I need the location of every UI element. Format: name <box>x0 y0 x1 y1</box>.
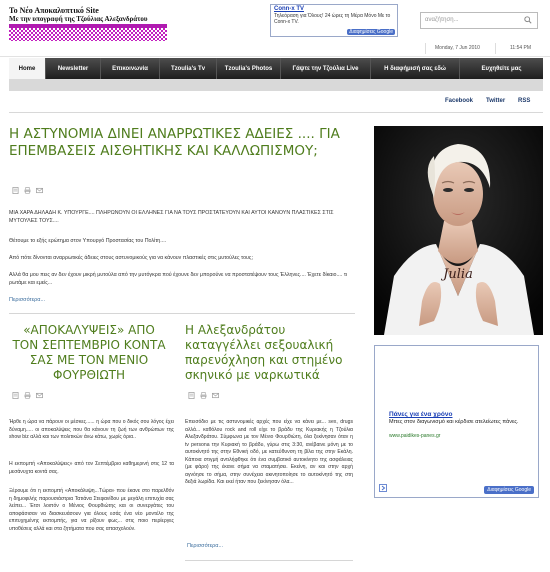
social-links <box>0 95 550 109</box>
date-bar <box>0 40 550 57</box>
left-article-paragraph: Ήρθε η ώρα να πάρουν οι μέσκες...... η ώρα που ο δικός σου λόγος έχει δύναμη..... οι αποκαλύψεις που θα κάνουν τη ζωή των ανθρώπων της show biz αλλά και των πολιτικών άνω κάτω, χωρίς όρια.. <box>9 419 174 440</box>
nav-item-wish-us[interactable]: Ευχηθείτε μας <box>481 65 522 72</box>
search-icon[interactable] <box>524 16 532 24</box>
facebook-link[interactable]: Facebook <box>445 98 474 104</box>
right-article-paragraph: Επεισόδιο με τις αστυνομικές αρχές που είχε να κάνει με... sex, drugs αλλά... καθόλου rock and roll είχε το βράδυ της Κυριακής η Τζούλια Αλεξανδράτου. Σύμφωνα με τον Μένιο Φουρθιώτη, όλα ξεκίνησαν όταν η tv persona την Κυριακή το βράδυ, γύρω στις 3:30, ανέβαινε μόνη με το αυτοκίνητό της στην Εθνική οδό, με κατεύθυνση τη βίλα της στην Εκάλη. Κάποια στιγμή αντιλήφθηκε ότι ένα συμβατικό αυτοκίνητο της ασφάλειας (με φάρο) της έκανε σήμα να σταματήσει. Εκείνη, αν και στην αρχή αγνόησε το σήμα, στην συνέχεια ακινητοποίησε το αυτοκίνητό της στη δεξιά λωρίδα. Και εκεί ήταν που ξεκίνησαν όλα... <box>185 419 353 485</box>
print-icon[interactable] <box>24 392 31 399</box>
sidebar-ad[interactable] <box>374 345 539 498</box>
main-article-paragraph: Θέτουμε το εξής ερώτημα στον Υπουργό Προστασίας του Πολίτη.... <box>9 238 167 244</box>
current-date: Monday, 7 Jun 2010 <box>435 45 480 51</box>
search-input[interactable]: αναζήτηση... <box>420 12 538 29</box>
main-article-headline[interactable]: Η ΑΣΤΥΝΟΜΙΑ ΔΙΝΕΙ ΑΝΑΡΡΩΤΙΚΕΣ ΑΔΕΙΕΣ .... ΓΙΑ ΕΠΕΜΒΑΣΕΙΣ ΑΙΣΘΗΤΙΚΗΣ ΚΑΙ ΚΑΛΛΩΠΙΣΜΟΥ; <box>9 126 340 159</box>
google-ads-label[interactable]: Διαφημίσεις Google <box>484 486 534 494</box>
featured-photo[interactable] <box>374 126 543 335</box>
divider <box>425 43 426 54</box>
print-icon[interactable] <box>200 392 207 399</box>
nav-item-tzoulias-photos[interactable]: Tzoulia's Photos <box>217 58 281 79</box>
read-more-link[interactable]: Περισσότερα... <box>9 297 46 303</box>
sidebar-ad-url[interactable]: www.paidikes-panes.gr <box>389 433 441 439</box>
main-article-paragraph: ΜΙΑ ΧΑΡΑ ΔΗΛΑΔΗ Κ. ΥΠΟΥΡΓΕ.... ΠΛΗΡΩΝΟΥΝ ΟΙ ΕΛΛΗΝΕΣ ΓΙΑ ΝΑ ΤΟΥΣ ΠΡΟΣΤΑΤΕΥΟΥΝ ΚΑΙ ΑΥΤΟΙ ΚΑΝΟΥΝ ΠΛΑΣΤΙΚΕΣ ΣΤΙΣ ΜΥΤΟΥΛΕΣ ΤΟΥΣ.... <box>9 210 334 224</box>
article-tools <box>12 187 43 194</box>
pdf-icon[interactable] <box>12 392 19 399</box>
ad-arrow-icon[interactable] <box>379 484 387 492</box>
nav-item-newsletter[interactable]: Newsletter <box>46 58 101 79</box>
sub-nav-bar <box>9 79 543 91</box>
portrait-illustration <box>374 126 543 335</box>
pdf-icon[interactable] <box>12 187 19 194</box>
top-ad-text: Τηλεόραση για Όλους! 24 ώρες τη Μέρα Μόνο Με το Conn-x TV. <box>274 13 391 25</box>
site-title-line1: Το Νέο Αποκαλυπτικό Site <box>9 6 99 15</box>
main-nav <box>9 58 543 79</box>
site-title-line2: Με την υπογραφή της Τζούλιας Αλεξανδράτου <box>9 15 174 24</box>
nav-item-contact[interactable]: Επικοινωνία <box>101 58 160 79</box>
site-title[interactable] <box>9 6 174 24</box>
sidebar-ad-title[interactable]: Πάνες για ένα χρόνο <box>389 411 453 418</box>
main-article-paragraph: Από πότε δίνονται αναρρωτικές άδειες στους αστυνομικούς για να κάνουν πλαστικές στις μυτούλες τους; <box>9 255 253 261</box>
divider <box>185 560 353 561</box>
email-icon[interactable] <box>36 187 43 194</box>
sidebar-ad-text: Μπες στον διαγωνισμό και κέρδισε ατελείωτες πάνες. <box>389 419 519 425</box>
left-article-paragraph: Η εκπομπή «Αποκαλύψεις» από τον Σεπτέμβριο καθημερινή στις 12 τα μεσάνυχτα κοντά σας. <box>9 461 174 475</box>
divider <box>9 112 543 113</box>
read-more-link[interactable]: Περισσότερα... <box>187 543 224 549</box>
left-article-paragraph: Ξέρουμε ότι η εκπομπή «Αποκάλυψη...Τώρα» που έκανε στο παρελθόν η δημοφιλής παρουσιάστρια Τατιάνα Στεφανίδου με μεγάλη επιτυχία σας λείπει... Έτσι λοιπόν ο Μένιος Φουρθιώτης και οι συνεργάτες του αποφάσισαν να διασκευάσουν για όλους εσάς ένα νέο μοντέλο της επιτυχημένης εκπομπής, για να ρίξουν φως... στις ποιο περίεργες υποθέσεις αλλά και στα ζητήματα που σας απασχολούν. <box>9 488 174 532</box>
divider <box>495 43 496 54</box>
main-article-paragraph: Αλλά θα μου πεις αν δεν έχουν μικρή μυτούλα από την μυτόγκρα πού έχουνε δεν μπορούνε να προστατέψουν τους Έλληνες.... Έχετε δίκαιο.... τι ρωτάμε και εμείς... <box>9 272 348 286</box>
nav-item-tzoulias-tv[interactable]: Tzoulia's Tv <box>160 58 217 79</box>
right-article-headline[interactable]: Η Αλεξανδράτου καταγγέλλει σεξουαλική παρενόχληση και στημένο σκηνικό με ναρκωτικά <box>185 323 343 382</box>
nav-item-write-live[interactable]: Γάψτε την Τζούλια Live <box>281 58 371 79</box>
article-tools <box>188 392 219 399</box>
email-icon[interactable] <box>36 392 43 399</box>
top-ad-banner[interactable] <box>270 4 398 37</box>
google-ads-label[interactable]: Διαφημίσεις Google <box>349 29 393 35</box>
left-article-headline[interactable]: «ΑΠΟΚΑΛΥΨΕΙΣ» ΑΠΟ ΤΟΝ ΣΕΠΤΕΜΒΡΙΟ ΚΟΝΤΑ ΣΑΣ ΜΕ ΤΟΝ ΜΕΝΙΟ ΦΟΥΡΘΙΩΤΗ <box>12 323 166 382</box>
pdf-icon[interactable] <box>188 392 195 399</box>
print-icon[interactable] <box>24 187 31 194</box>
divider <box>9 313 355 314</box>
nav-item-home[interactable]: Home <box>9 58 46 79</box>
article-tools <box>12 392 43 399</box>
twitter-link[interactable]: Twitter <box>486 98 506 104</box>
nav-item-advertise[interactable]: Η διαφήμισή σας εδώ <box>371 58 460 79</box>
current-time: 11:54 PM <box>510 45 532 51</box>
rss-link[interactable]: RSS <box>518 98 531 104</box>
tattoo-text: Julia <box>443 267 473 282</box>
top-ad-title[interactable]: Conn-x TV <box>274 6 304 12</box>
email-icon[interactable] <box>212 392 219 399</box>
